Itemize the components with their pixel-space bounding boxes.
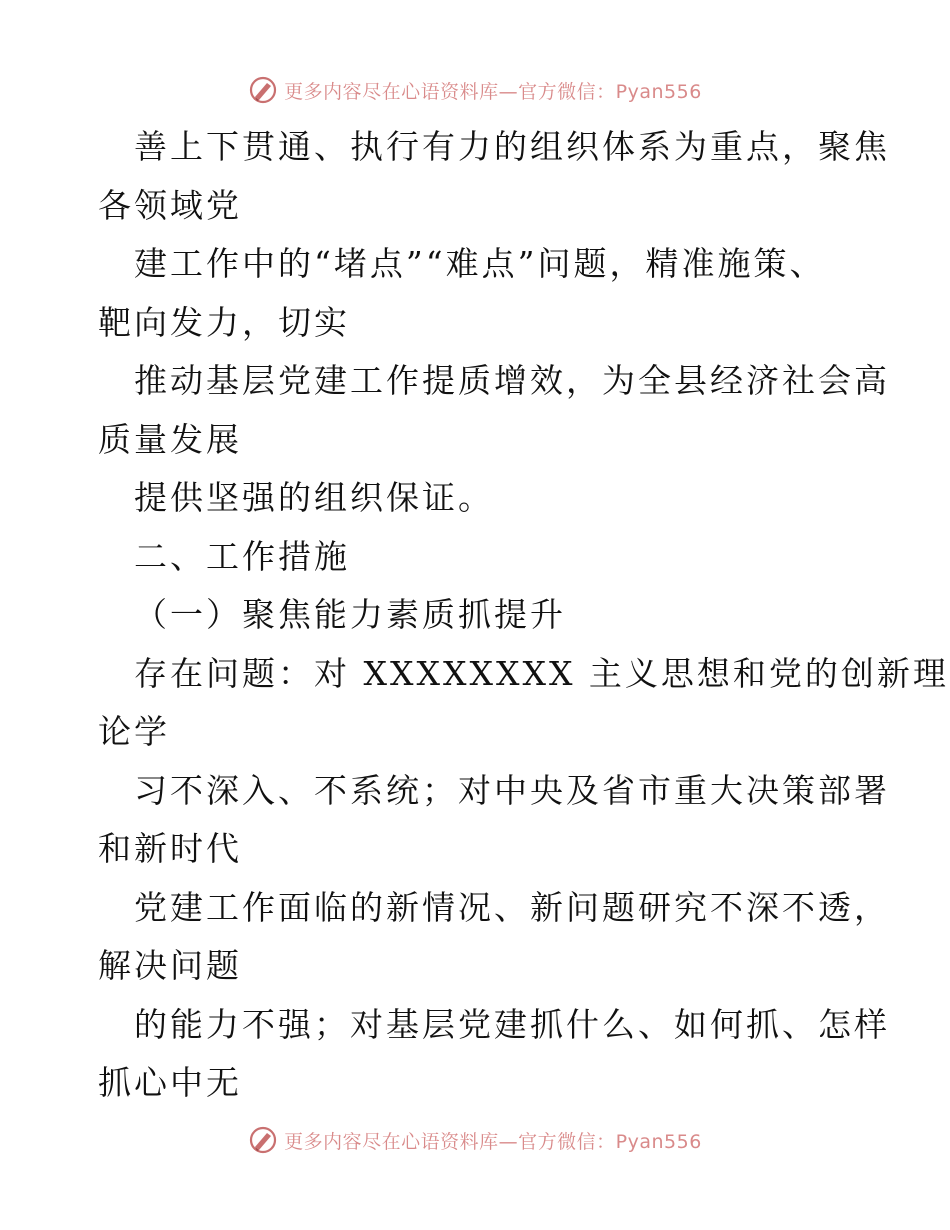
text-line: 抓心中无 xyxy=(98,1063,242,1102)
document-body xyxy=(98,118,949,1113)
text-line: 靶向发力，切实 xyxy=(98,302,350,342)
text-line: 论学 xyxy=(98,712,170,751)
text-line: 提供坚强的组织保证。 xyxy=(134,478,494,517)
text-line: 各领域党 xyxy=(98,185,242,225)
text-line: 建工作中的“堵点”“难点”问题，精准施策、 xyxy=(134,244,826,283)
text-line: 和新时代 xyxy=(98,829,242,868)
text-line: 习不深入、不系统；对中央及省市重大决策部署 xyxy=(134,770,890,810)
text-line: （一）聚焦能力素质抓提升 xyxy=(134,595,566,634)
watermark-text: 更多内容尽在心语资料库—官方微信：Pyan556 xyxy=(284,1130,702,1153)
watermark-text: 更多内容尽在心语资料库—官方微信：Pyan556 xyxy=(284,80,702,103)
text-line: 党建工作面临的新情况、新问题研究不深不透， xyxy=(134,887,890,927)
pen-logo-icon xyxy=(248,1125,278,1155)
text-line: 质量发展 xyxy=(98,419,242,459)
text-line: 存在问题：对 XXXXXXXX 主义思想和党的创新理 xyxy=(134,653,949,693)
text-line: 推动基层党建工作提质增效，为全县经济社会高 xyxy=(134,361,890,400)
pen-logo-icon xyxy=(248,75,278,105)
text-line: 的能力不强；对基层党建抓什么、如何抓、怎样 xyxy=(134,1004,890,1044)
text-line: 解决问题 xyxy=(98,946,242,985)
watermark-footer xyxy=(0,1120,950,1160)
text-line: 二、工作措施 xyxy=(134,536,350,576)
watermark-header xyxy=(0,70,950,110)
text-line: 善上下贯通、执行有力的组织体系为重点，聚焦 xyxy=(134,127,890,166)
